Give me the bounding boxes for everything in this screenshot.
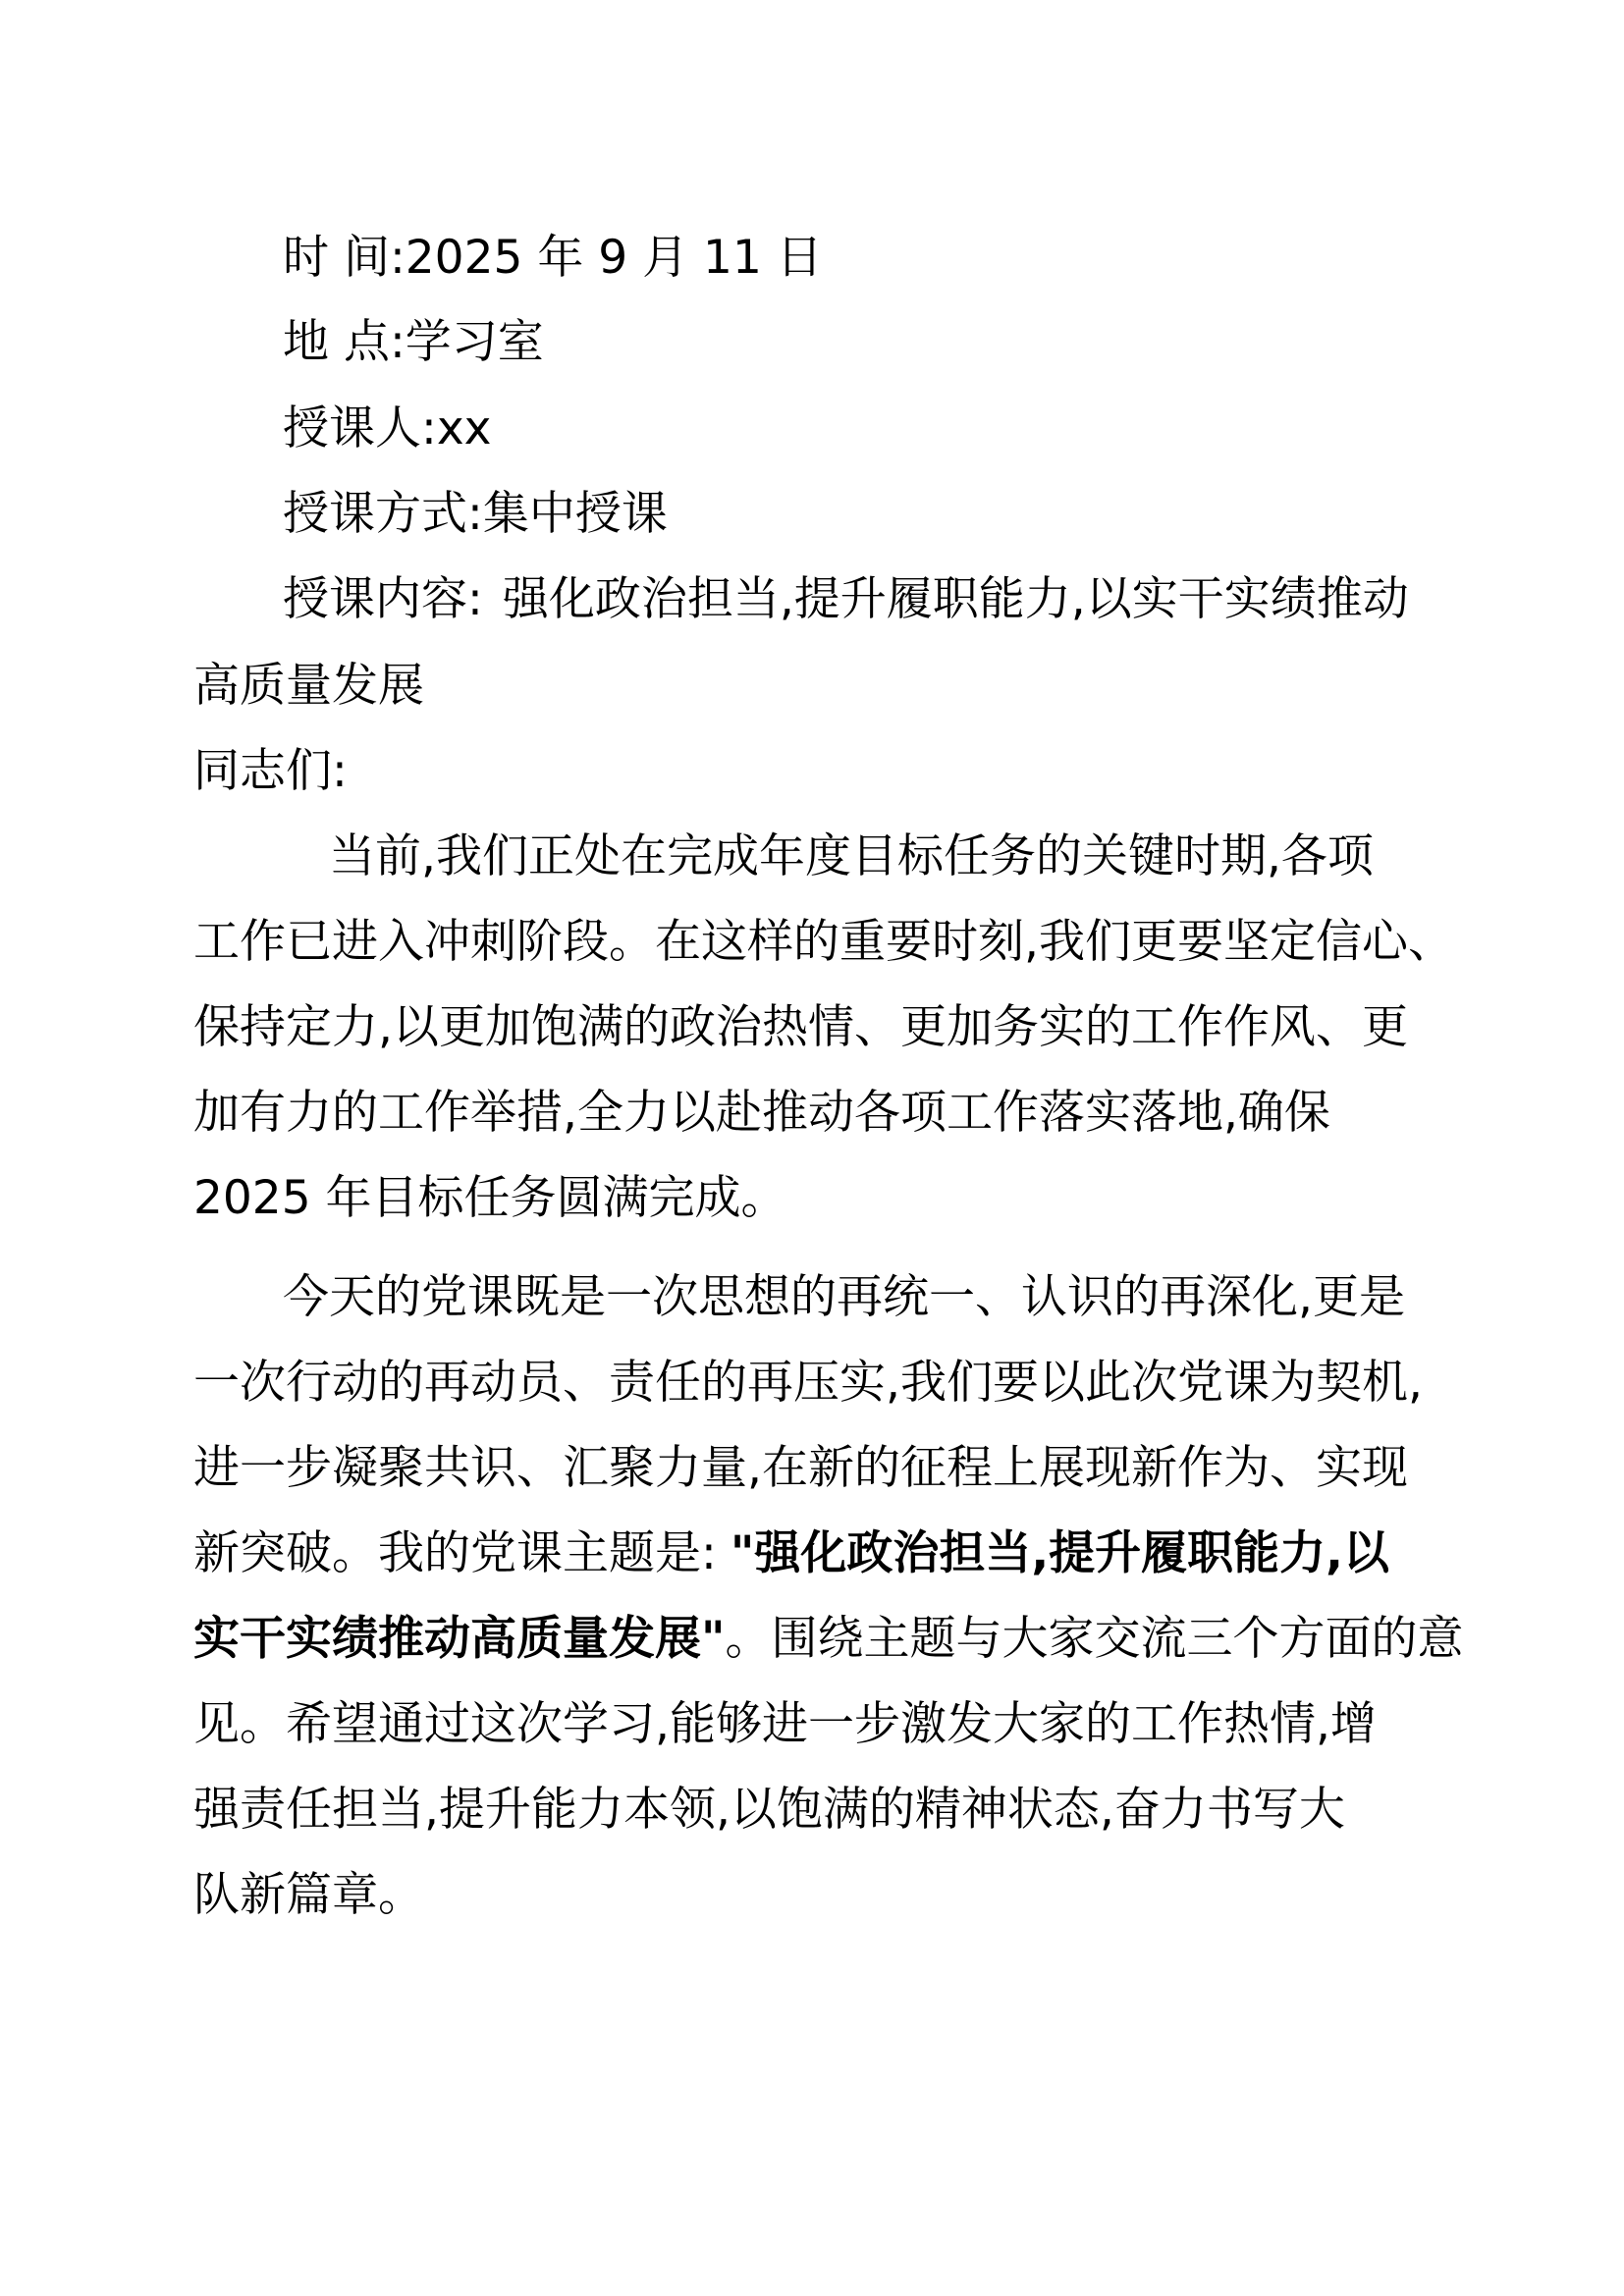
content-value: 强化政治担当,提升履职能力,以实干实绩推动 bbox=[502, 572, 1409, 626]
lecturer-label: 授课人: bbox=[283, 401, 437, 455]
paragraph-2-line: 强责任担当,提升能力本领,以饱满的精神状态,奋力书写大 bbox=[193, 1783, 1345, 1837]
party-lesson-theme: "强化政治担当,提升履职能力,以 bbox=[730, 1526, 1390, 1580]
paragraph-2-line: 见。希望通过这次学习,能够进一步激发大家的工作热情,增 bbox=[193, 1697, 1377, 1751]
content-line-2 bbox=[193, 658, 424, 715]
party-lesson-theme-continued: 实干实绩推动高质量发展" bbox=[193, 1612, 726, 1666]
time-line bbox=[283, 230, 823, 287]
lecturer-line bbox=[283, 400, 491, 457]
time-label: 时 间: bbox=[283, 231, 406, 285]
paragraph-1-line: 保持定力,以更加饱满的政治热情、更加务实的工作作风、更 bbox=[193, 1000, 1408, 1054]
content-line bbox=[283, 571, 1409, 628]
method-value: 集中授课 bbox=[482, 487, 668, 541]
time-value: 2025 年 9 月 11 日 bbox=[405, 231, 823, 285]
greeting: 同志们: bbox=[193, 744, 348, 798]
content-label: 授课内容: bbox=[283, 572, 483, 626]
lecturer-value: xx bbox=[436, 401, 492, 455]
method-label: 授课方式: bbox=[283, 487, 483, 541]
paragraph-2-line: 今天的党课既是一次思想的再统一、认识的再深化,更是 bbox=[283, 1270, 1405, 1324]
paragraph-2-text: 新突破。我的党课主题是: bbox=[193, 1526, 717, 1580]
paragraph-2-line bbox=[193, 1611, 1464, 1668]
place-value: 学习室 bbox=[405, 315, 544, 369]
place-label: 地 点: bbox=[283, 315, 406, 369]
paragraph-1-line: 工作已进入冲刺阶段。在这样的重要时刻,我们更要坚定信心、 bbox=[193, 915, 1454, 969]
paragraph-2-line: 队新篇章。 bbox=[193, 1868, 424, 1922]
paragraph-2-line: 一次行动的再动员、责任的再压实,我们要以此次党课为契机, bbox=[193, 1356, 1423, 1410]
paragraph-1-line: 当前,我们正处在完成年度目标任务的关键时期,各项 bbox=[329, 829, 1374, 883]
paragraph-2-line bbox=[193, 1525, 1389, 1582]
place-line bbox=[283, 314, 544, 371]
content-value-continued: 高质量发展 bbox=[193, 659, 424, 713]
paragraph-2-text: 。围绕主题与大家交流三个方面的意 bbox=[725, 1612, 1464, 1666]
paragraph-1-line: 2025 年目标任务圆满完成。 bbox=[193, 1171, 787, 1225]
paragraph-2-line: 进一步凝聚共识、汇聚力量,在新的征程上展现新作为、实现 bbox=[193, 1441, 1408, 1495]
method-line bbox=[283, 486, 668, 543]
paragraph-1-line: 加有力的工作举措,全力以赴推动各项工作落实落地,确保 bbox=[193, 1086, 1330, 1140]
